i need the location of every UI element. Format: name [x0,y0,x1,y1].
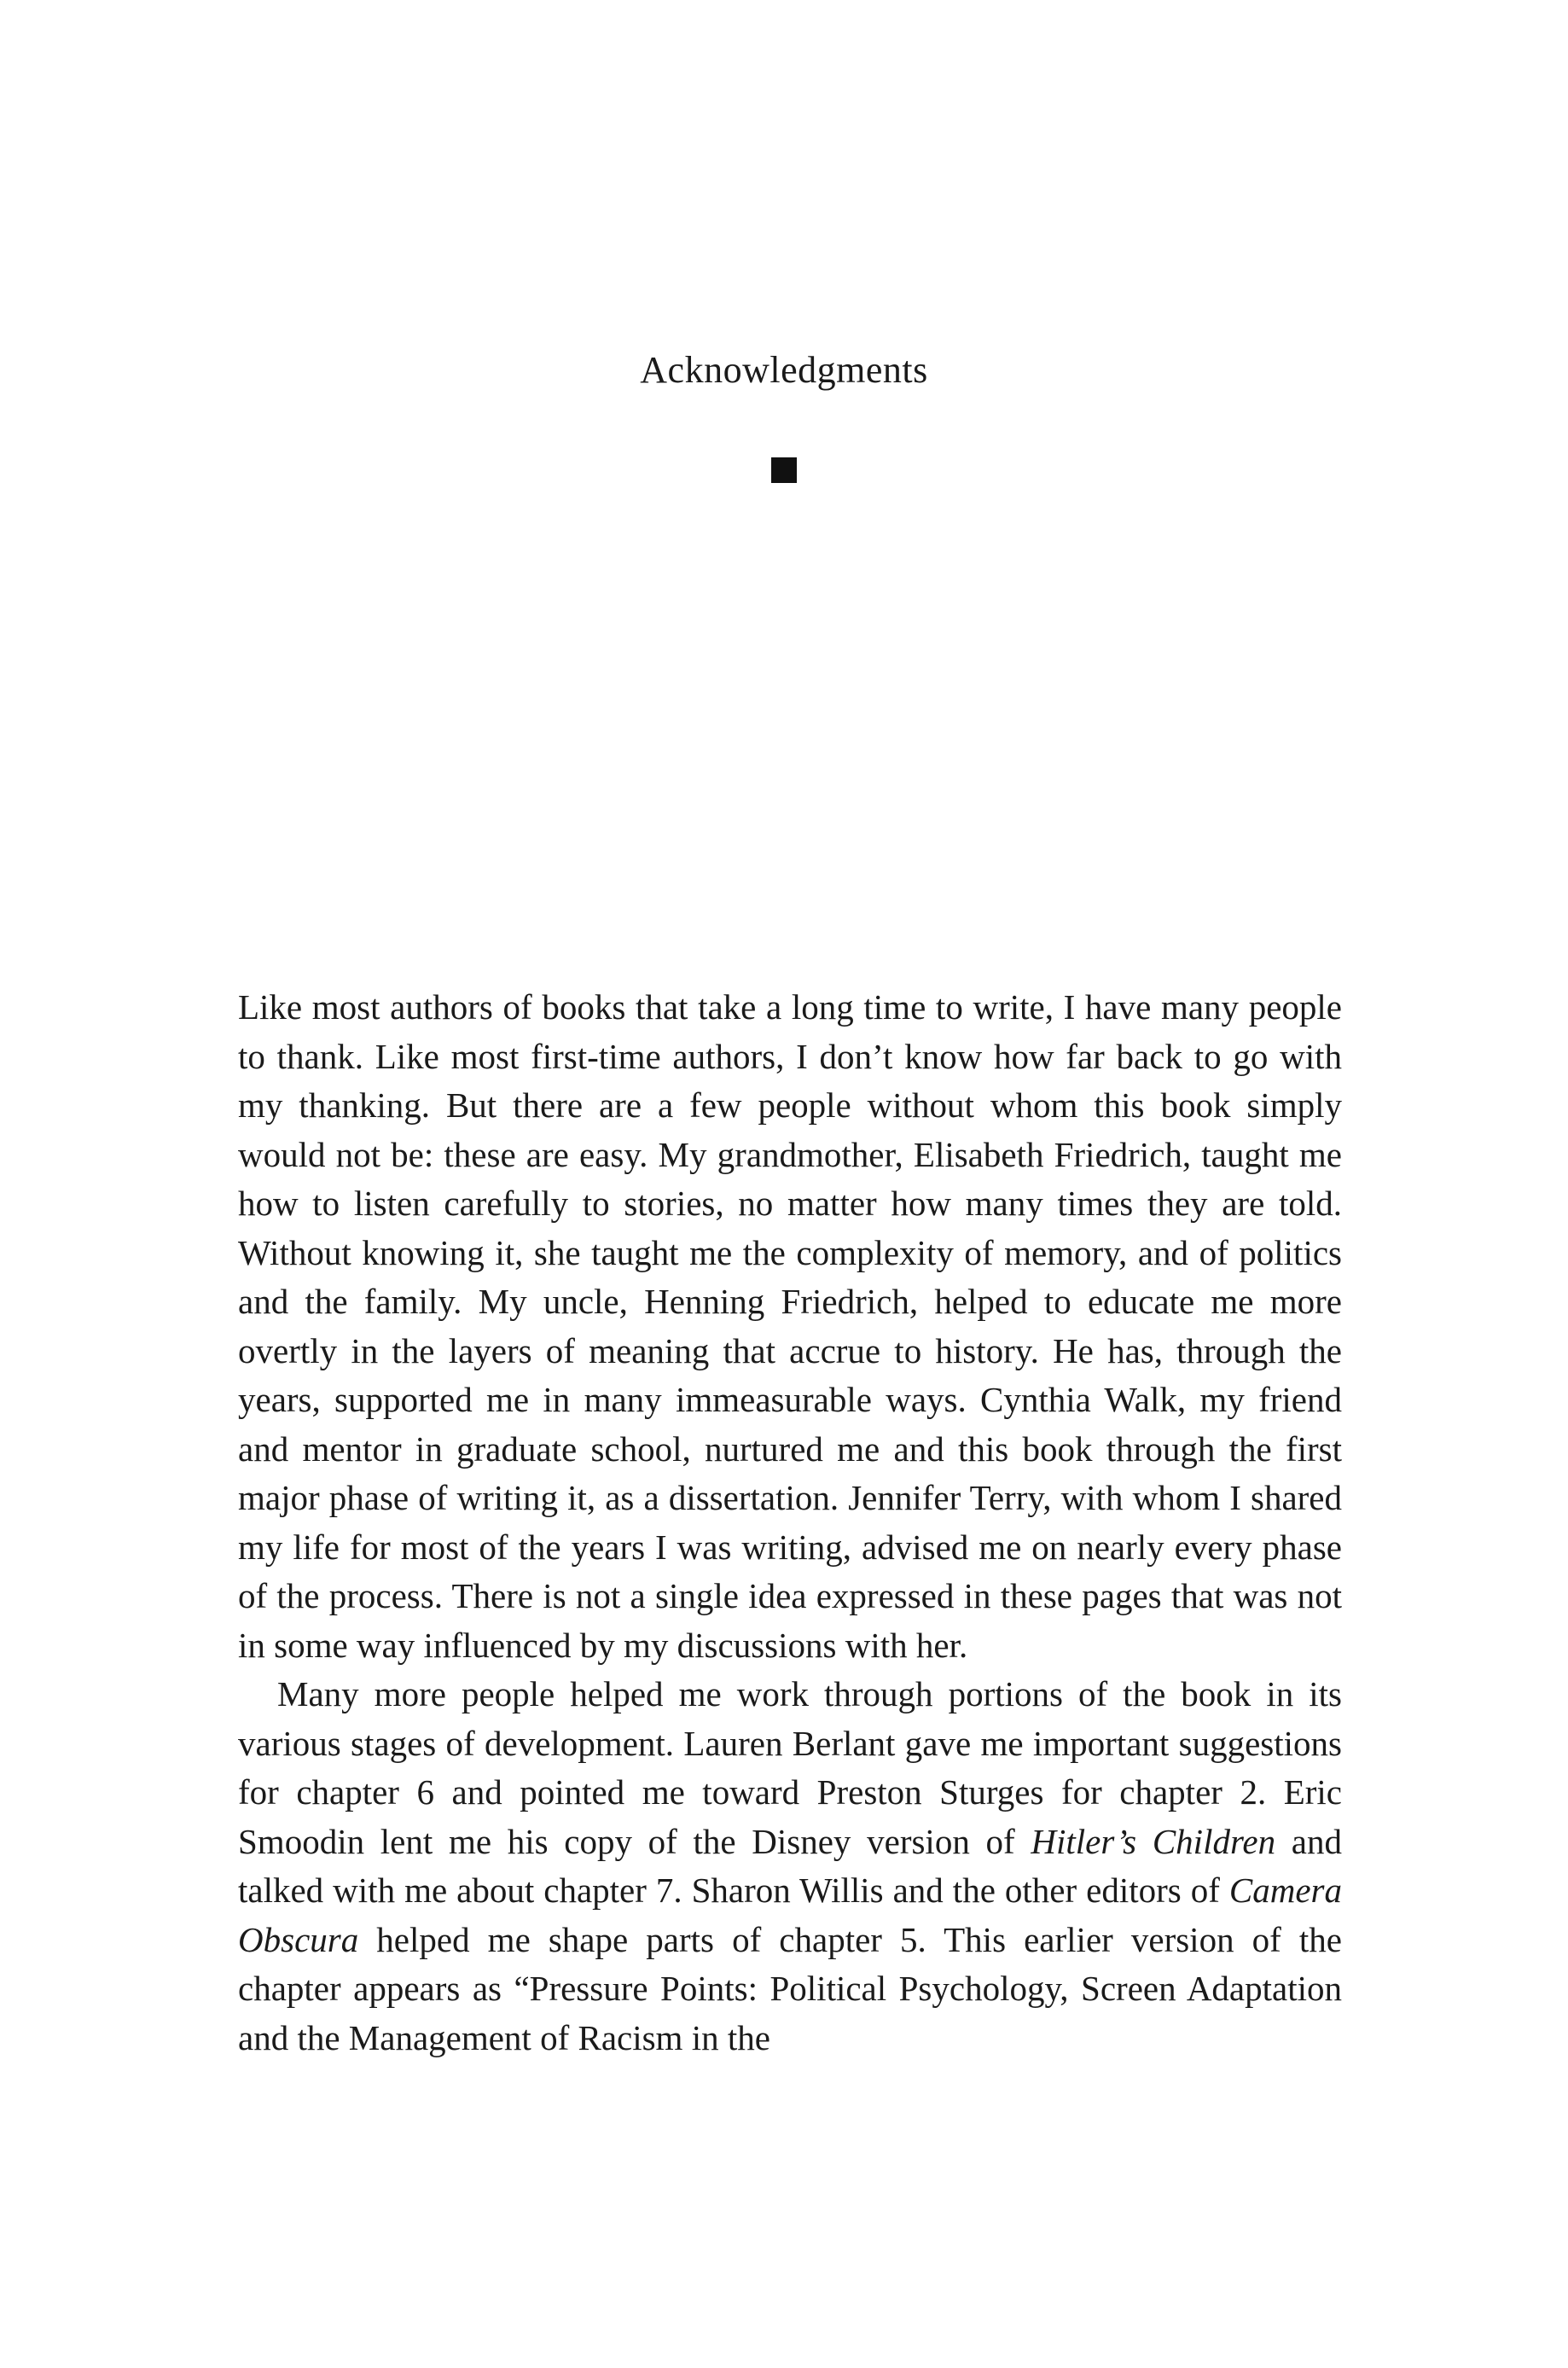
black-square-icon [771,457,797,483]
body-text [238,983,1342,2063]
paragraph-2 [238,1670,1342,2063]
paragraph-2-text-a: Many more people helped me work through portions of the book in its various stages of development. Lauren Berlant gave me important suggestions for chapter 6 and pointed me toward Preston Sturges for chapter 2. Eric Smoodin lent me his copy of the Disney version of [238,1674,1342,1861]
paragraph-2-text-b: and talked with me about chapter 7. Sharon Willis and the other editors of [238,1821,1342,1910]
page-title: Acknowledgments [640,349,928,391]
paragraph-2-text-c: helped me shape parts of chapter 5. This earlier version of the chapter appears as “Pressure Points: Political Psychology, Screen Adaptation and the Management of Racism in the [238,1919,1342,2057]
film-title-hitlers-children: Hitler’s Children [1031,1821,1276,1861]
paragraph-1 [238,983,1342,1670]
journal-title-camera-obscura: Camera Obscura [238,1871,1342,1959]
paragraph-1-text: Like most authors of books that take a long time to write, I have many people to thank. Like most first-time authors, I don’t know how far back to go with my thanking. But there are a few people without whom this book simply would not be: these are easy. My grandmother, Elisabeth Friedrich, taught me how to listen carefully to stories, no matter how many times they are told. Without knowing it, she taught me the complexity of memory, and of politics and the family. My uncle, Henning Friedrich, helped to educate me more overtly in the layers of meaning that accrue to history. He has, through the years, supported me in many immeasurable ways. Cynthia Walk, my friend and mentor in graduate school, nurtured me and this book through the first major phase of writing it, as a dissertation. Jennifer Terry, with whom I shared my life for most of the years I was writing, advised me on nearly every phase of the process. There is not a single idea expressed in these pages that was not in some way influenced by my discussions with her. [238,987,1342,1665]
